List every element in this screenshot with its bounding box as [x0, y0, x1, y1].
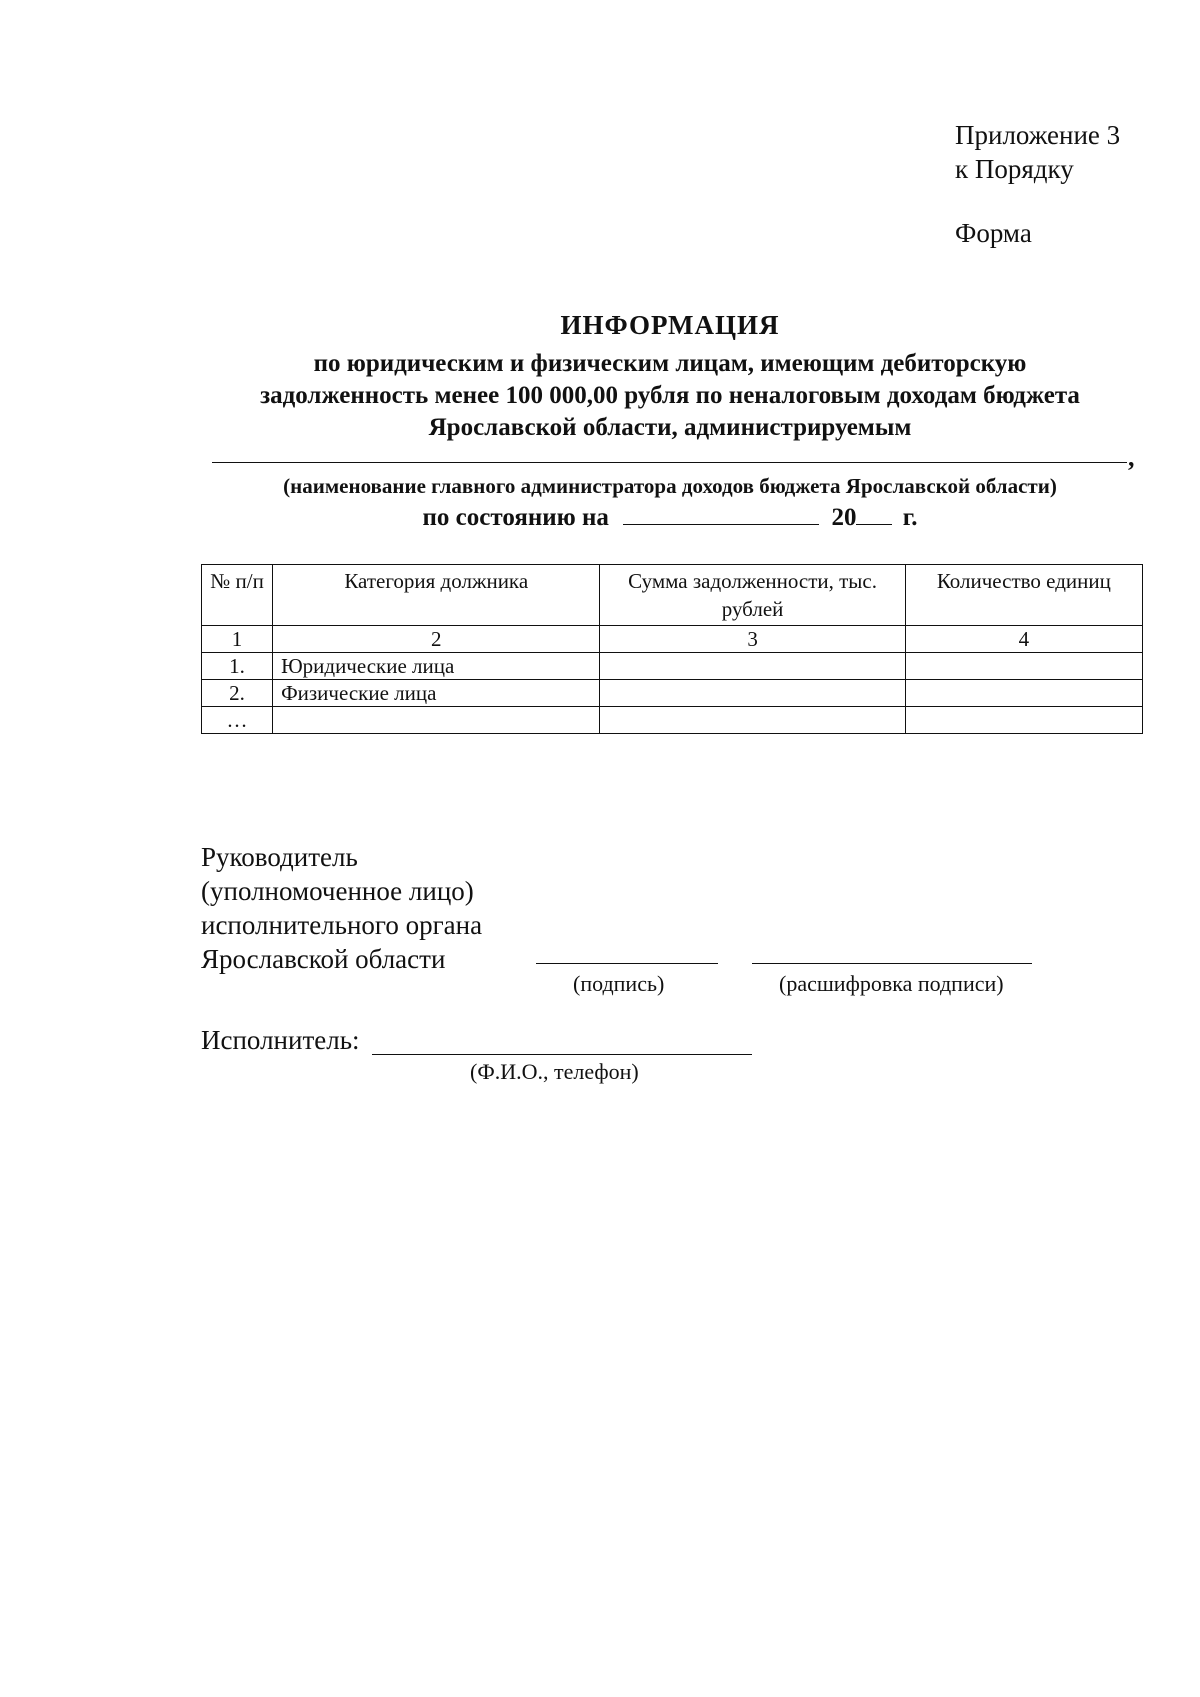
signature-field[interactable] — [536, 963, 718, 964]
row-category: Физические лица — [273, 680, 600, 707]
header-sum: Сумма задолженности, тыс. рублей — [600, 565, 905, 626]
row-count-cell[interactable] — [905, 653, 1142, 680]
appendix-number: Приложение 3 — [955, 120, 1121, 150]
admin-name-caption: (наименование главного администратора доходов бюджета Ярославской области) — [283, 474, 1057, 498]
table-row — [202, 680, 1143, 707]
signatory-line-2: (уполномоченное лицо) — [201, 876, 474, 906]
executor-field[interactable] — [372, 1054, 752, 1055]
row-sum-cell[interactable] — [600, 707, 905, 734]
date-year-prefix: 20 — [831, 504, 857, 531]
header-category: Категория должника — [273, 565, 600, 626]
date-suffix: г. — [902, 504, 918, 531]
signatory-line-1: Руководитель — [201, 842, 358, 872]
document-title: ИНФОРМАЦИЯ — [560, 310, 780, 340]
signature-decode-field[interactable] — [752, 963, 1032, 964]
column-number-1: 1 — [202, 626, 273, 653]
header-number: № п/п — [202, 565, 273, 626]
row-count-cell[interactable] — [905, 680, 1142, 707]
table-header-row — [202, 565, 1143, 626]
header-count: Количество единиц — [905, 565, 1142, 626]
signature-caption: (подпись) — [573, 971, 665, 996]
debt-table — [201, 564, 1143, 734]
appendix-reference — [955, 118, 1120, 186]
subtitle-line-1: по юридическим и физическим лицам, имеющим дебиторскую — [313, 350, 1027, 377]
table-row — [202, 707, 1143, 734]
date-line — [180, 502, 1160, 532]
table-row — [202, 653, 1143, 680]
appendix-order: к Порядку — [955, 154, 1074, 184]
row-count-cell[interactable] — [905, 707, 1142, 734]
form-label: Форма — [955, 218, 1032, 248]
document-subtitle — [180, 348, 1160, 444]
signatory-line-3: исполнительного органа — [201, 910, 483, 940]
admin-name-field[interactable] — [212, 462, 1127, 463]
date-year-field[interactable] — [856, 502, 892, 525]
column-number-3: 3 — [600, 626, 905, 653]
signature-decode-caption: (расшифровка подписи) — [779, 971, 1004, 996]
row-category: Юридические лица — [273, 653, 600, 680]
table-column-numbers — [202, 626, 1143, 653]
subtitle-line-3: Ярославской области, администрируемым — [428, 414, 912, 441]
row-number: 2. — [202, 680, 273, 707]
signatory-block — [201, 840, 482, 976]
executor-caption: (Ф.И.О., телефон) — [470, 1059, 639, 1084]
subtitle-line-2: задолженность менее 100 000,00 рубля по неналоговым доходам бюджета — [260, 382, 1080, 409]
executor-label: Исполнитель: — [201, 1025, 360, 1055]
signatory-line-4: Ярославской области — [201, 944, 446, 974]
row-number: 1. — [202, 653, 273, 680]
admin-name-comma: , — [1128, 443, 1135, 472]
column-number-4: 4 — [905, 626, 1142, 653]
row-sum-cell[interactable] — [600, 653, 905, 680]
date-prefix: по состоянию на — [422, 504, 609, 531]
date-day-month-field[interactable] — [623, 502, 819, 525]
row-sum-cell[interactable] — [600, 680, 905, 707]
row-category[interactable] — [273, 707, 600, 734]
row-number: … — [202, 707, 273, 734]
column-number-2: 2 — [273, 626, 600, 653]
